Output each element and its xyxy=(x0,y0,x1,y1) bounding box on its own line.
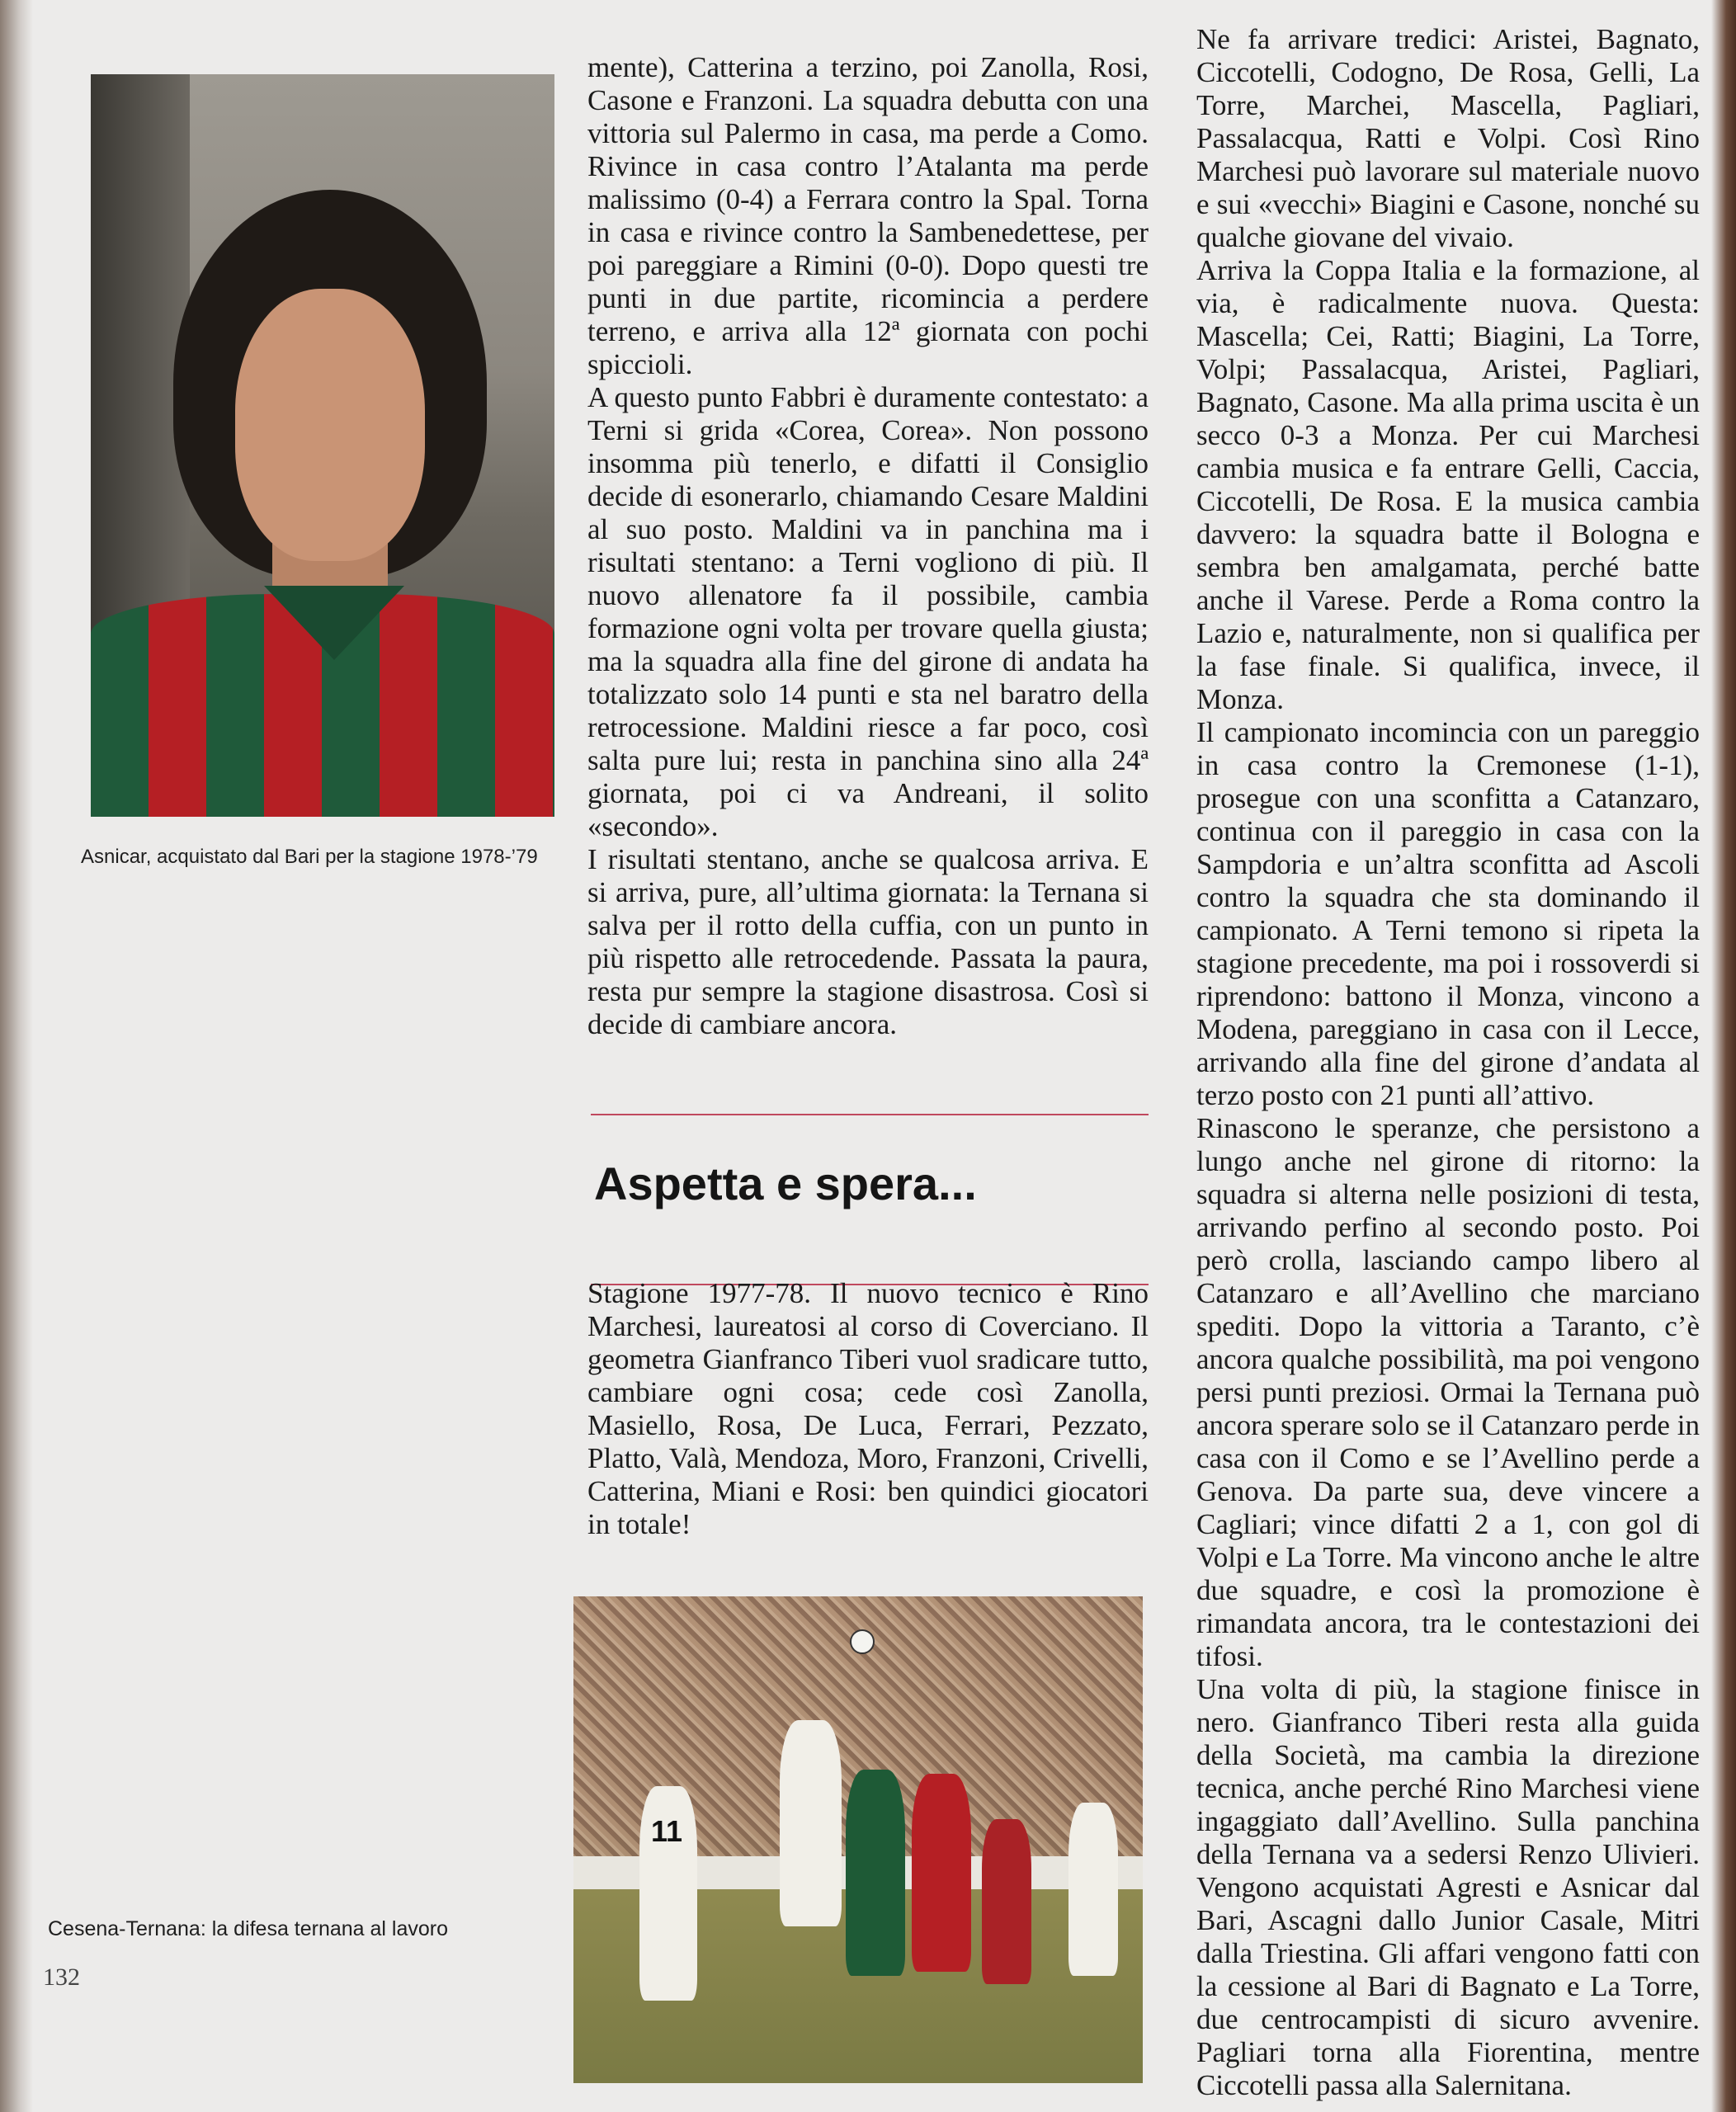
paragraph: I risultati stentano, anche se qualcosa arriva. E si arriva, pure, all’ultima giornata: la Ternana si salva per il rotto della cuffia, con un punto in più rispetto alle retrocedende. Passata la paura, resta pur sempre la stagione disastrosa. Così si decide di cambiare ancora. xyxy=(587,843,1149,1040)
column-right xyxy=(1196,23,1700,2102)
jersey-number: 11 xyxy=(651,1814,683,1848)
next-page-edge xyxy=(1711,0,1736,2112)
paragraph: Stagione 1977-78. Il nuovo tecnico è Rino Marchesi, laureatosi al corso di Coverciano. Il geometra Gianfranco Tiberi vuol sradicare tutto, cambiare ogni cosa; cede così Zanolla, Masiello, Rosa, De Luca, Ferrari, Pezzato, Platto, Valà, Mendoza, Moro, Franzoni, Crivelli, Catterina, Miani e Rosi: ben quindici giocatori in totale! xyxy=(587,1277,1149,1540)
portrait-photo xyxy=(91,74,554,817)
paragraph: A questo punto Fabbri è duramente contestato: a Terni si grida «Corea, Corea». Non possono insomma più tenerlo, e difatti il Consiglio decide di esonerarlo, chiamando Cesare Maldini al suo posto. Maldini va in panchina ma i risultati stentano: a Terni vogliono di più. Il nuovo allenatore fa il possibile, cambia formazione ogni volta per trovare quella giusta; ma la squadra alla fine del girone di andata ha totalizzato solo 14 punti e sta nel baratro della retrocessione. Maldini riesce a far poco, così salta pure lui; resta in panchina sino alla 24ª giornata, poi ci va Andreani, il solito «secondo». xyxy=(587,381,1149,842)
section-rule-top xyxy=(591,1114,1149,1115)
player-white xyxy=(639,1786,697,2001)
section-heading: Aspetta e spera... xyxy=(594,1157,977,1209)
player-green-red xyxy=(846,1770,905,1976)
player-white-far xyxy=(1068,1803,1118,1976)
column-middle-top xyxy=(587,51,1149,1041)
player-white-jumping xyxy=(780,1720,842,1926)
player-red-green xyxy=(912,1774,971,1972)
page-gutter-shadow xyxy=(0,0,33,2112)
paragraph: Arriva la Coppa Italia e la formazione, al via, è radicalmente nuova. Questa: Mascella; Cei, Ratti; Biagini, La Torre, Volpi; Passalacqua, Aristei, Pagliari, Bagnato, Casone. Ma alla prima uscita è un secco 0-3 a Monza. Per cui Marchesi cambia musica e fa entrare Gelli, Caccia, Ciccotelli, De Rosa. E la musica cambia davvero: la squadra batte il Bologna e sembra ben amalgamata, perché batte anche il Varese. Perde a Roma contro la Lazio e, naturalmente, non si qualifica per la fase finale. Si qualifica, invece, il Monza. xyxy=(1196,254,1700,715)
paragraph: Una volta di più, la stagione finisce in nero. Gianfranco Tiberi resta alla guida della Società, ma cambia la direzione tecnica, anche perché Rino Marchesi viene ingaggiato dall’Avellino. Sulla panchina della Ternana va a sedersi Renzo Ulivieri. Vengono acquistati Agresti e Asnicar dal Bari, Ascagni dallo Junior Casale, Mitri dalla Triestina. Gli affari vengono fatti con la cessione al Bari di Bagnato e La Torre, due centrocampisti di sicuro avvenire. Pagliari torna alla Fiorentina, mentre Ciccotelli passa alla Salernitana. xyxy=(1196,1673,1700,2101)
page-number: 132 xyxy=(43,1964,80,1991)
match-caption: Cesena-Ternana: la difesa ternana al lavoro xyxy=(48,1917,449,1940)
football-ball xyxy=(850,1629,875,1654)
paragraph: Rinascono le speranze, che persistono a lungo anche nel girone di ritorno: la squadra si alterna nelle posizioni di testa, arrivando perfino al secondo posto. Poi però crolla, lasciando campo libero al Catanzaro e all’Avellino che marciano spediti. Dopo la vittoria a Taranto, c’è ancora qualche possibilità, ma poi vengono persi punti preziosi. Ormai la Ternana può ancora sperare solo se il Catanzaro perde in casa con il Como e se l’Avellino perde a Genova. Da parte sua, deve vincere a Cagliari; vince difatti 2 a 1, con gol di Volpi e La Torre. Ma vincono anche le altre due squadre, e così la promozione è rimandata ancora, tra le contestazioni dei tifosi. xyxy=(1196,1112,1700,1672)
portrait-caption: Asnicar, acquistato dal Bari per la stagione 1978-’79 xyxy=(81,846,538,868)
paragraph: Ne fa arrivare tredici: Aristei, Bagnato, Ciccotelli, Codogno, De Rosa, Gelli, La Torre, Marchei, Mascella, Pagliari, Passalacqua, Ratti e Volpi. Così Rino Marchesi può lavorare sul materiale nuovo e sui «vecchi» Biagini e Casone, nonché su qualche giovane del vivaio. xyxy=(1196,23,1700,253)
face-shape xyxy=(235,289,425,561)
paragraph: mente), Catterina a terzino, poi Zanolla, Rosi, Casone e Franzoni. La squadra debutta con una vittoria sul Palermo in casa, ma perde a Como. Rivince in casa contro l’Atalanta ma perde malissimo (0-4) a Ferrara contro la Spal. Torna in casa e rivince contro la Sambenedettese, per poi pareggiare a Rimini (0-0). Dopo questi tre punti in due partite, ricomincia a perdere terreno, e arriva alla 12ª giornata con pochi spiccioli. xyxy=(587,51,1149,380)
column-middle-bottom xyxy=(587,1277,1149,1541)
player-red-green-far xyxy=(982,1819,1031,1984)
paragraph: Il campionato incomincia con un pareggio in casa contro la Cremonese (1-1), prosegue con una sconfitta a Catanzaro, continua con il pareggio in casa con la Sampdoria e un’altra sconfitta ad Ascoli contro la squadra che sta dominando il campionato. A Terni temono si ripeta la stagione precedente, ma poi i rossoverdi si riprendono: battono il Monza, vincono a Modena, pareggiano in casa con il Lecce, arrivando alla fine del girone d’andata al terzo posto con 21 punti all’attivo. xyxy=(1196,716,1700,1111)
match-photo xyxy=(573,1596,1143,2083)
